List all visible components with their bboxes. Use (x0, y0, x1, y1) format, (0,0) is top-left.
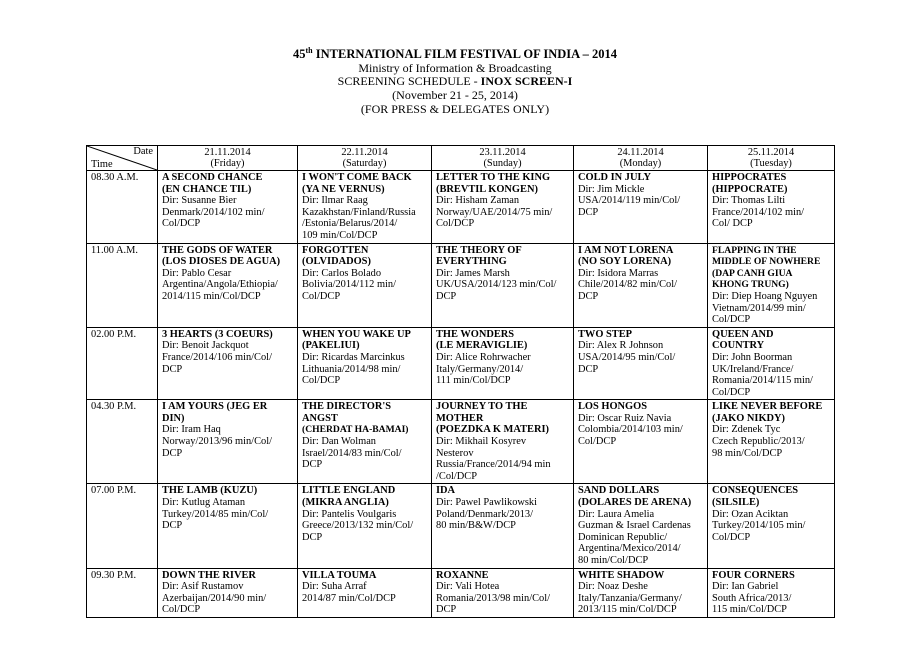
film-detail-line: DCP (436, 604, 457, 616)
film-cell (158, 243, 298, 327)
film-detail-line: Russia/France/2014/94 min (436, 459, 551, 471)
time-cell: 11.00 A.M. (87, 243, 158, 327)
film-detail-line: Col/DCP (578, 436, 617, 448)
film-cell (158, 568, 298, 617)
film-cell (298, 568, 432, 617)
film-detail-line: Kazakhstan/Finland/Russia (302, 206, 416, 218)
film-detail-line: 80 min/B&W/DCP (436, 520, 516, 532)
ministry-line: Ministry of Information & Broadcasting (358, 60, 552, 75)
film-detail-line: Dir: Susanne Bier (162, 195, 237, 207)
film-title-line: ANGST (302, 412, 338, 424)
film-detail-line: Vietnam/2014/99 min/ (712, 302, 806, 314)
film-detail-line: Dir: John Boorman (712, 351, 793, 363)
film-cell (708, 484, 835, 568)
film-title-line: 3 HEARTS (3 COEURS) (162, 328, 273, 340)
day-header-1 (158, 146, 298, 171)
film-title-line: QUEEN AND (712, 328, 774, 340)
film-detail-line: South Africa/2013/ (712, 592, 792, 604)
date-time-corner-cell (87, 146, 158, 171)
time-cell: 09.30 P.M. (87, 568, 158, 617)
film-detail-line: DCP (578, 290, 599, 302)
time-slot-row (87, 484, 835, 568)
film-cell (432, 327, 574, 400)
time-cell: 02.00 P.M. (87, 327, 158, 400)
film-detail-line: Dir: James Marsh (436, 267, 510, 279)
day-date: 24.11.2014 (617, 146, 664, 158)
film-title-line: FORGOTTEN (302, 244, 369, 256)
time-corner-label: Time (91, 158, 113, 170)
film-title-line: ROXANNE (436, 569, 489, 581)
film-title-line: (JAKO NIKDY) (712, 412, 786, 424)
film-detail-line: 2014/87 min/Col/DCP (302, 592, 396, 604)
press-note: (FOR PRESS & DELEGATES ONLY) (360, 101, 550, 116)
film-detail-line: Col/DCP (436, 218, 475, 230)
film-detail-line: Bolivia/2014/112 min/ (302, 279, 396, 291)
film-detail-line: Greece/2013/132 min/Col/ (302, 520, 414, 532)
film-detail-line: Dir: Pawel Pawlikowski (436, 497, 538, 509)
film-title-line: (PAKELIUI) (302, 340, 360, 352)
film-detail-line: Denmark/2014/102 min/ (162, 206, 265, 218)
film-detail-line: Dir: Pablo Cesar (162, 267, 232, 279)
title-superscript: th (305, 46, 313, 55)
film-title-line: (POEZDKA K MATERI) (436, 424, 549, 436)
film-detail-line: DCP (162, 363, 183, 375)
film-cell (298, 484, 432, 568)
film-detail-line: Colombia/2014/103 min/ (578, 424, 683, 436)
film-detail-line: Dir: Mikhail Kosyrev (436, 436, 527, 448)
film-detail-line: Italy/Tanzania/Germany/ (578, 592, 682, 604)
day-date: 23.11.2014 (479, 146, 526, 158)
film-detail-line: DCP (436, 290, 457, 302)
film-title-line: HIPPOCRATES (712, 172, 787, 183)
film-title-line: (EN CHANCE TIL) (162, 183, 252, 195)
film-title-line: A SECOND CHANCE (162, 172, 263, 183)
time-slot-row (87, 243, 835, 327)
film-detail-line: USA/2014/119 min/Col/ (578, 195, 681, 207)
time-cell: 04.30 P.M. (87, 400, 158, 484)
date-range: (November 21 - 25, 2014) (392, 87, 518, 102)
film-detail-line: France/2014/102 min/ (712, 206, 805, 218)
film-detail-line: Turkey/2014/85 min/Col/ (162, 508, 269, 520)
film-title-line: THE GODS OF WATER (162, 244, 273, 256)
film-title-line: I AM NOT LORENA (578, 244, 674, 256)
film-title-line: LIKE NEVER BEFORE (712, 401, 823, 413)
film-cell (158, 484, 298, 568)
film-title-line: SAND DOLLARS (578, 485, 660, 497)
film-detail-line: Dir: Noaz Deshe (578, 581, 648, 593)
film-title-line: EVERYTHING (436, 256, 507, 268)
film-cell (432, 243, 574, 327)
film-detail-line: Dir: Ian Gabriel (712, 581, 779, 593)
film-title-line: IDA (436, 485, 456, 497)
film-detail-line: Israel/2014/83 min/Col/ (302, 447, 402, 459)
film-detail-line: Italy/Germany/2014/ (436, 363, 524, 375)
film-detail-line: Dir: Ilmar Raag (302, 195, 368, 207)
film-title-line: (SILSILE) (712, 497, 760, 509)
film-cell (708, 327, 835, 400)
film-title-line: DOWN THE RIVER (162, 569, 256, 581)
film-title-line: (LOS DIOSES DE AGUA) (162, 256, 281, 268)
film-title-line: I WON'T COME BACK (302, 172, 412, 183)
film-detail-line: Dir: Asif Rustamov (162, 581, 244, 593)
film-detail-line: 115 min/Col/DCP (712, 604, 787, 616)
film-detail-line: Col/DCP (712, 531, 751, 543)
film-detail-line: Dominican Republic/ (578, 531, 668, 543)
film-cell (574, 568, 708, 617)
film-detail-line: Lithuania/2014/98 min/ (302, 363, 401, 375)
day-weekday: (Tuesday) (750, 158, 792, 169)
film-detail-line: Dir: Diep Hoang Nguyen (712, 290, 818, 302)
screening-schedule-table (86, 145, 835, 618)
film-cell (574, 243, 708, 327)
film-cell (574, 327, 708, 400)
film-cell (432, 484, 574, 568)
film-detail-line: Dir: Isidora Marras (578, 267, 659, 279)
film-title-line: WHITE SHADOW (578, 569, 665, 581)
film-detail-line: Dir: Kutlug Ataman (162, 497, 246, 509)
day-weekday: (Monday) (619, 158, 662, 169)
film-detail-line: Col/DCP (162, 604, 201, 616)
film-detail-line: 111 min/Col/DCP (436, 375, 511, 387)
film-title-line: (OLVIDADOS) (302, 256, 371, 268)
film-cell (158, 400, 298, 484)
film-detail-line: France/2014/106 min/Col/ (162, 351, 272, 363)
time-slot-row (87, 327, 835, 400)
film-detail-line: Argentina/Angola/Ethiopia/ (162, 279, 278, 291)
film-detail-line: Col/DCP (302, 290, 341, 302)
film-title-line: DIN) (162, 412, 185, 424)
film-detail-line: Col/DCP (302, 375, 341, 387)
film-detail-line: Romania/2014/115 min/ (712, 375, 813, 387)
film-cell (432, 171, 574, 244)
time-slot-row (87, 171, 835, 244)
film-original-title: (CHERDAT HA-BAMAI) (302, 424, 409, 436)
film-detail-line: Dir: Oscar Ruiz Navia (578, 412, 672, 424)
film-detail-line: Dir: Laura Amelia (578, 508, 655, 520)
film-title-line: THE THEORY OF (436, 244, 522, 256)
day-weekday: (Sunday) (483, 158, 522, 169)
film-detail-line: Col/ DCP (712, 218, 753, 230)
film-title-line: LETTER TO THE KING (436, 172, 551, 183)
film-detail-line: 109 min/Col/DCP (302, 229, 378, 241)
time-slot-row (87, 568, 835, 617)
film-detail-line: Romania/2013/98 min/Col/ (436, 592, 551, 604)
film-detail-line: Nesterov (436, 447, 474, 459)
screen-name: INOX SCREEN-I (480, 74, 573, 89)
film-title-line: (BREVTIL KONGEN) (436, 183, 538, 195)
film-cell (708, 568, 835, 617)
day-weekday: (Friday) (210, 158, 245, 169)
film-title-line: THE LAMB (KUZU) (162, 485, 258, 497)
film-detail-line: Guzman & Israel Cardenas (578, 520, 691, 532)
schedule-prefix: SCREENING SCHEDULE - (337, 74, 481, 89)
film-detail-line: Norway/2013/96 min/Col/ (162, 436, 272, 448)
film-detail-line: /Estonia/Belarus/2014/ (302, 218, 398, 230)
film-detail-line: DCP (578, 363, 599, 375)
film-detail-line: UK/Ireland/France/ (712, 363, 794, 375)
day-header-3 (432, 146, 574, 171)
film-title-line: LOS HONGOS (578, 401, 648, 413)
film-detail-line: USA/2014/95 min/Col/ (578, 351, 676, 363)
film-cell (298, 243, 432, 327)
film-cell (432, 400, 574, 484)
film-detail-line: Poland/Denmark/2013/ (436, 508, 533, 520)
film-title-line: MIDDLE OF NOWHERE (712, 256, 821, 268)
film-cell (432, 568, 574, 617)
film-title-line: (NO SOY LORENA) (578, 256, 672, 268)
film-detail-line: DCP (302, 459, 323, 471)
film-detail-line: Dir: Dan Wolman (302, 436, 377, 448)
film-detail-line: Turkey/2014/105 min/ (712, 520, 806, 532)
film-cell (298, 327, 432, 400)
day-header-2 (298, 146, 432, 171)
film-title-line: MOTHER (436, 412, 484, 424)
film-detail-line: Dir: Ricardas Marcinkus (302, 351, 405, 363)
film-detail-line: DCP (302, 531, 323, 543)
date-corner-label: Date (133, 146, 153, 157)
film-title-line: (LE MERAVIGLIE) (436, 340, 528, 352)
film-title-line: VILLA TOUMA (302, 569, 377, 581)
film-detail-line: 2014/115 min/Col/DCP (162, 290, 261, 302)
film-title-line: (DOLARES DE ARENA) (578, 497, 692, 509)
film-cell (574, 171, 708, 244)
time-cell: 07.00 P.M. (87, 484, 158, 568)
film-detail-line: Dir: Carlos Bolado (302, 267, 382, 279)
film-cell (298, 171, 432, 244)
film-detail-line: Dir: Alice Rohrwacher (436, 351, 531, 363)
time-slot-row (87, 400, 835, 484)
film-cell (158, 327, 298, 400)
film-title-line: KHONG TRUNG) (712, 279, 789, 291)
film-detail-line: UK/USA/2014/123 min/Col/ (436, 279, 557, 291)
film-title-line: (MIKRA ANGLIA) (302, 497, 389, 509)
film-detail-line: Col/DCP (712, 314, 751, 326)
film-title-line: CONSEQUENCES (712, 485, 799, 497)
film-detail-line: Azerbaijan/2014/90 min/ (162, 592, 267, 604)
film-detail-line: DCP (162, 520, 183, 532)
film-title-line: THE WONDERS (436, 328, 515, 340)
film-detail-line: Dir: Alex R Johnson (578, 340, 664, 352)
film-title-line: (DAP CANH GIUA (712, 267, 793, 279)
film-cell (708, 400, 835, 484)
film-detail-line: Chile/2014/82 min/Col/ (578, 279, 678, 291)
day-date: 22.11.2014 (341, 146, 388, 158)
title-text: INTERNATIONAL FILM FESTIVAL OF INDIA – 2014 (312, 47, 617, 62)
film-detail-line: DCP (162, 447, 183, 459)
film-detail-line: Dir: Iram Haq (162, 424, 221, 436)
film-detail-line: Dir: Benoit Jackquot (162, 340, 249, 352)
day-date: 21.11.2014 (204, 146, 251, 158)
day-date: 25.11.2014 (747, 146, 795, 158)
film-detail-line: Dir: Ozan Aciktan (712, 508, 789, 520)
film-detail-line: Argentina/Mexico/2014/ (578, 543, 681, 555)
film-detail-line: Dir: Vali Hotea (436, 581, 500, 593)
film-detail-line: 98 min/Col/DCP (712, 447, 783, 459)
film-detail-line: /Col/DCP (436, 470, 477, 482)
film-title-line: TWO STEP (578, 328, 632, 340)
film-title-line: JOURNEY TO THE (436, 401, 528, 413)
film-detail-line: Dir: Thomas Lilti (712, 195, 786, 207)
film-title-line: (YA NE VERNUS) (302, 183, 385, 195)
film-detail-line: DCP (578, 206, 599, 218)
film-title-line: COLD IN JULY (578, 172, 651, 183)
film-cell (708, 171, 835, 244)
film-title-line: COUNTRY (712, 340, 765, 352)
document-header (0, 44, 910, 116)
film-cell (158, 171, 298, 244)
film-cell (708, 243, 835, 327)
film-cell (574, 484, 708, 568)
day-weekday: (Saturday) (342, 158, 387, 169)
film-title-line: THE DIRECTOR'S (302, 401, 392, 413)
film-detail-line: Dir: Hisham Zaman (436, 195, 520, 207)
film-detail-line: Col/DCP (712, 386, 751, 398)
film-detail-line: Col/DCP (162, 218, 201, 230)
film-cell (574, 400, 708, 484)
schedule-line (0, 75, 910, 89)
title-number: 45 (293, 47, 306, 62)
film-detail-line: Czech Republic/2013/ (712, 436, 805, 448)
film-title-line: FOUR CORNERS (712, 569, 795, 581)
film-detail-line: Dir: Pantelis Voulgaris (302, 508, 397, 520)
day-header-4 (574, 146, 708, 171)
film-detail-line: Norway/UAE/2014/75 min/ (436, 206, 553, 218)
film-title-line: (HIPPOCRATE) (712, 183, 788, 195)
time-cell: 08.30 A.M. (87, 171, 158, 244)
film-title-line: WHEN YOU WAKE UP (302, 328, 411, 340)
film-detail-line: Dir: Jim Mickle (578, 183, 645, 195)
schedule-body (87, 171, 835, 618)
film-cell (298, 400, 432, 484)
film-detail-line: Dir: Zdenek Tyc (712, 424, 781, 436)
film-title-line: I AM YOURS (JEG ER (162, 401, 268, 413)
day-header-5 (708, 146, 835, 171)
festival-title (0, 44, 910, 62)
film-title-line: FLAPPING IN THE (712, 244, 797, 256)
film-detail-line: 2013/115 min/Col/DCP (578, 604, 677, 616)
film-detail-line: Dir: Suha Arraf (302, 581, 367, 593)
film-detail-line: 80 min/Col/DCP (578, 555, 649, 566)
film-title-line: LITTLE ENGLAND (302, 485, 396, 497)
header-row (87, 146, 835, 171)
